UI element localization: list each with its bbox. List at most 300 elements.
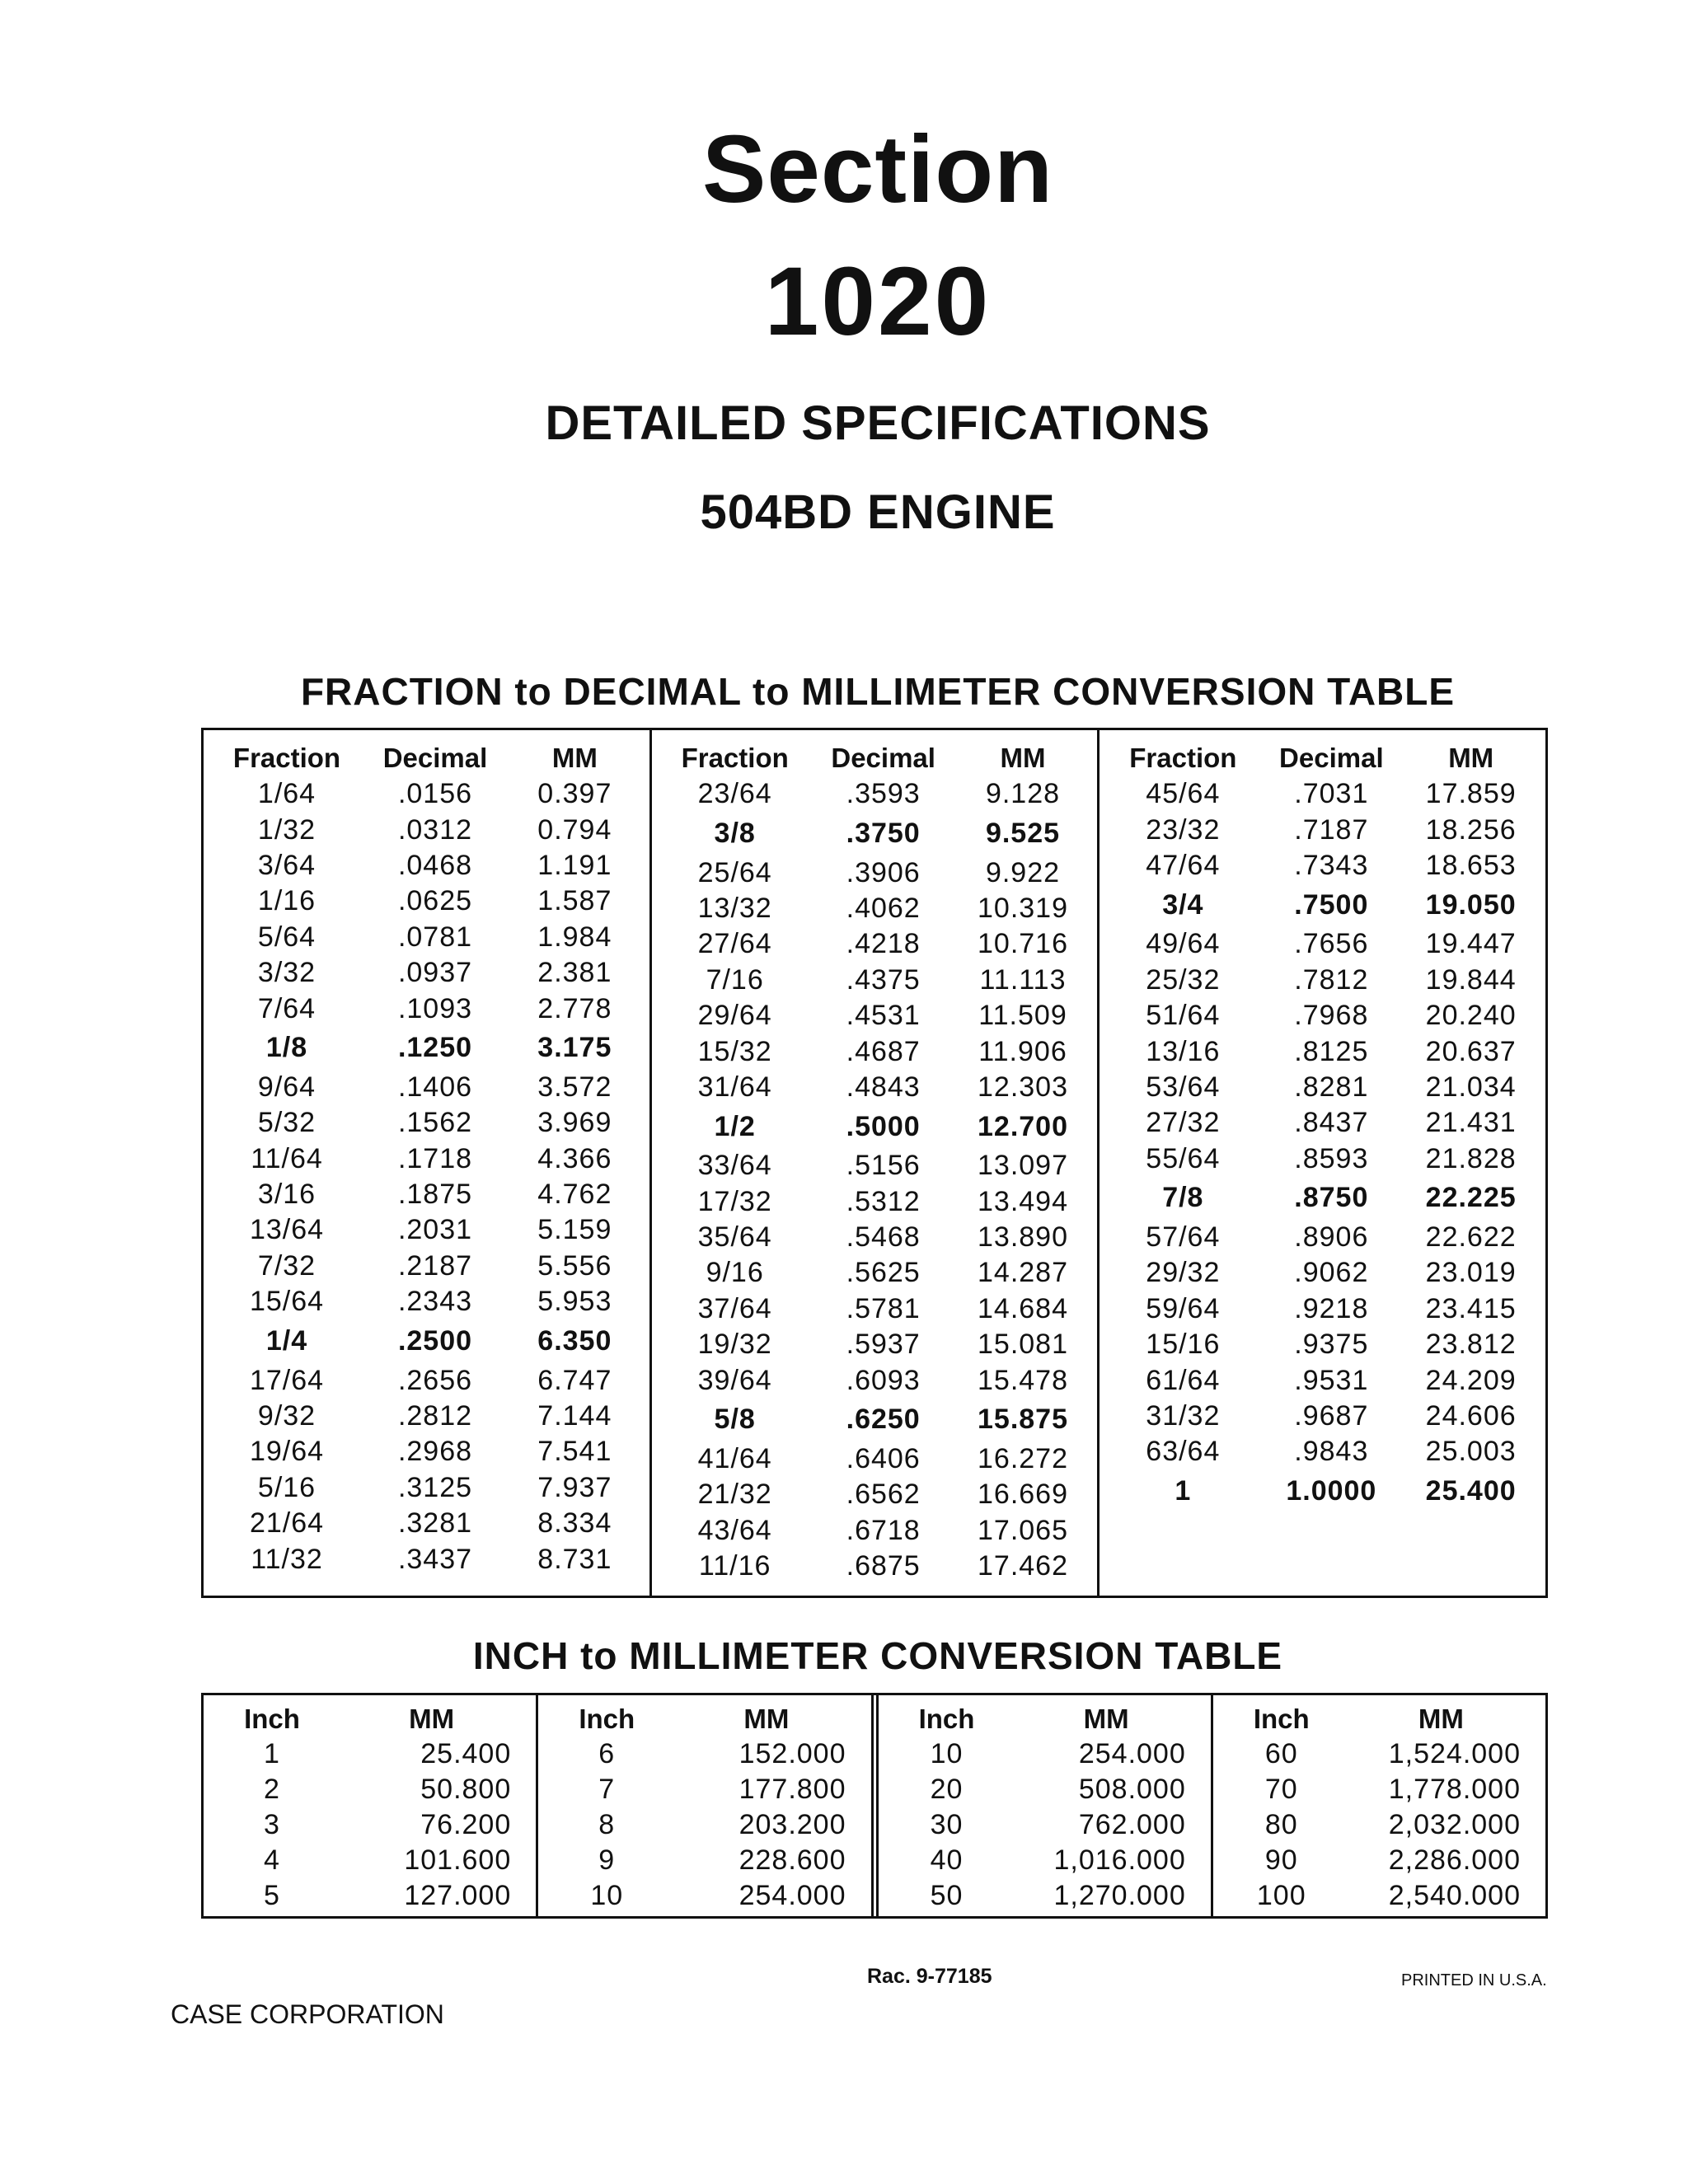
fraction-cell: 11/16 — [698, 1550, 771, 1582]
column-header: Decimal — [1279, 743, 1384, 773]
mm-cell: 21.431 — [1425, 1107, 1517, 1139]
mm-cell: 127.000 — [404, 1880, 512, 1911]
table-row — [657, 1220, 1093, 1255]
table-row — [657, 1477, 1093, 1512]
mm-cell: 0.397 — [537, 778, 612, 810]
inch-cell: 20 — [930, 1774, 964, 1805]
fraction-cell: 15/64 — [249, 1286, 325, 1318]
mm-cell: 203.200 — [738, 1809, 846, 1840]
table-row — [209, 1434, 645, 1469]
mm-cell: 0.794 — [537, 813, 612, 846]
decimal-cell: .1875 — [397, 1179, 473, 1211]
mm-cell: 21.034 — [1425, 1071, 1517, 1103]
fraction-cell: 3/4 — [1162, 888, 1204, 921]
table-row — [657, 855, 1093, 890]
inch-cell: 10 — [930, 1738, 964, 1769]
mm-cell: 9.922 — [985, 856, 1061, 888]
fraction-cell: 13/16 — [1146, 1035, 1221, 1067]
table-row — [209, 1177, 645, 1212]
printed-in-label: PRINTED IN U.S.A. — [1401, 1971, 1547, 1990]
decimal-cell: .2500 — [397, 1324, 473, 1357]
decimal-cell: .8125 — [1294, 1035, 1369, 1067]
decimal-cell: .7187 — [1294, 813, 1369, 846]
inch-cell: 1 — [264, 1738, 280, 1769]
mm-cell: 22.225 — [1425, 1182, 1517, 1214]
fraction-cell: 5/64 — [257, 921, 316, 953]
table-row — [1104, 1177, 1540, 1220]
table-row — [1104, 1327, 1540, 1362]
table-row — [209, 1399, 645, 1434]
decimal-cell: .1093 — [397, 992, 473, 1024]
fraction-cell: 13/32 — [697, 892, 772, 924]
mm-cell: 6.350 — [537, 1324, 612, 1357]
table-row — [657, 1033, 1093, 1069]
column-header: Inch — [1253, 1704, 1310, 1734]
decimal-cell: .5937 — [846, 1329, 921, 1361]
mm-cell: 254.000 — [1078, 1738, 1186, 1769]
decimal-cell: .7812 — [1294, 963, 1369, 996]
decimal-cell: .0468 — [397, 849, 473, 881]
table-row — [209, 1027, 645, 1070]
document-title: DETAILED SPECIFICATIONS — [545, 396, 1211, 450]
inch-cell: 30 — [930, 1809, 964, 1840]
column-header: Inch — [244, 1704, 300, 1734]
table-row — [209, 1212, 645, 1248]
fraction-cell: 19/32 — [697, 1329, 772, 1361]
table-row — [209, 1319, 645, 1362]
fraction-table-header-row — [209, 740, 645, 776]
table-row — [209, 848, 645, 883]
mm-cell: 254.000 — [738, 1880, 846, 1911]
column-header: MM — [743, 1704, 790, 1734]
decimal-cell: .2656 — [397, 1364, 473, 1396]
mm-cell: 9.525 — [985, 817, 1061, 849]
table-row — [1104, 1070, 1540, 1105]
decimal-cell: 1.0000 — [1286, 1475, 1377, 1507]
fraction-cell: 25/64 — [697, 856, 772, 888]
decimal-cell: .4375 — [846, 963, 921, 996]
decimal-cell: .2812 — [397, 1400, 473, 1432]
fraction-cell: 1/32 — [257, 813, 316, 846]
table-row — [1104, 1399, 1540, 1434]
mm-cell: 23.812 — [1425, 1329, 1517, 1361]
mm-cell: 1.587 — [537, 885, 612, 917]
table-row — [1220, 1807, 1539, 1843]
mm-cell: 21.828 — [1425, 1142, 1517, 1174]
inch-conversion-table — [201, 1693, 1548, 1919]
engine-title: 504BD ENGINE — [700, 485, 1056, 539]
table-row — [1104, 963, 1540, 998]
mm-cell: 11.906 — [978, 1035, 1067, 1067]
table-row — [657, 1549, 1093, 1584]
fraction-cell: 5/16 — [257, 1471, 316, 1503]
fraction-cell: 19/64 — [249, 1436, 325, 1468]
fraction-conversion-table — [201, 728, 1548, 1598]
decimal-cell: .2031 — [397, 1214, 473, 1246]
fraction-cell: 59/64 — [1146, 1292, 1221, 1324]
decimal-cell: .1562 — [397, 1107, 473, 1139]
column-header: MM — [1083, 1704, 1129, 1734]
mm-cell: 14.287 — [978, 1257, 1068, 1289]
decimal-cell: .1406 — [397, 1071, 473, 1103]
decimal-cell: .7031 — [1294, 778, 1369, 810]
table-row — [1104, 1362, 1540, 1398]
table-row — [1220, 1772, 1539, 1807]
fraction-cell: 39/64 — [697, 1364, 772, 1396]
mm-cell: 7.937 — [537, 1471, 612, 1503]
table-row — [545, 1772, 864, 1807]
inch-table-column — [1211, 1695, 1545, 1916]
mm-cell: 8.731 — [537, 1543, 612, 1575]
decimal-cell: .9531 — [1294, 1364, 1369, 1396]
fraction-table-header-row — [657, 740, 1093, 776]
fraction-cell: 51/64 — [1146, 1000, 1221, 1032]
decimal-cell: .3281 — [397, 1507, 473, 1540]
column-header: Fraction — [1129, 743, 1237, 773]
table-row — [210, 1843, 529, 1878]
mm-cell: 8.334 — [537, 1507, 612, 1540]
mm-cell: 18.256 — [1425, 813, 1517, 846]
table-row — [657, 1148, 1093, 1183]
table-row — [209, 776, 645, 812]
table-row — [885, 1736, 1204, 1772]
decimal-cell: .5156 — [846, 1150, 921, 1182]
mm-cell: 25.400 — [420, 1738, 512, 1769]
mm-cell: 10.716 — [978, 928, 1068, 960]
section-number: 1020 — [764, 247, 992, 356]
table-row — [885, 1772, 1204, 1807]
mm-cell: 16.669 — [978, 1479, 1068, 1511]
decimal-cell: .0781 — [397, 921, 473, 953]
mm-cell: 228.600 — [738, 1844, 846, 1876]
inch-table-header-row — [1220, 1702, 1539, 1736]
inch-table-column — [204, 1695, 536, 1916]
table-row — [1104, 1470, 1540, 1513]
table-row — [657, 1255, 1093, 1291]
table-row — [1104, 1105, 1540, 1141]
mm-cell: 762.000 — [1078, 1809, 1186, 1840]
fraction-cell: 49/64 — [1146, 928, 1221, 960]
fraction-cell: 1/64 — [257, 778, 316, 810]
inch-cell: 9 — [598, 1844, 616, 1876]
fraction-cell: 21/32 — [697, 1479, 772, 1511]
table-row — [209, 883, 645, 919]
fraction-cell: 23/32 — [1146, 813, 1221, 846]
table-row — [657, 776, 1093, 812]
fraction-cell: 7/8 — [1162, 1182, 1204, 1214]
inch-cell: 10 — [590, 1880, 624, 1911]
table-row — [1104, 998, 1540, 1033]
table-row — [209, 1070, 645, 1105]
inch-cell: 4 — [264, 1844, 280, 1876]
mm-cell: 9.128 — [985, 778, 1061, 810]
mm-cell: 24.209 — [1425, 1364, 1517, 1396]
mm-cell: 1,270.000 — [1053, 1880, 1186, 1911]
inch-table-header-row — [885, 1702, 1204, 1736]
fraction-cell: 13/64 — [249, 1214, 325, 1246]
table-row — [657, 998, 1093, 1033]
column-header: MM — [1418, 1704, 1464, 1734]
mm-cell: 17.859 — [1425, 778, 1517, 810]
fraction-cell: 21/64 — [249, 1507, 325, 1540]
decimal-cell: .5312 — [846, 1185, 921, 1217]
inch-cell: 80 — [1264, 1809, 1298, 1840]
decimal-cell: .4843 — [846, 1071, 921, 1103]
table-row — [657, 963, 1093, 998]
fraction-cell: 9/32 — [257, 1400, 316, 1432]
fraction-cell: 31/64 — [697, 1071, 772, 1103]
table-row — [1104, 848, 1540, 883]
table-row — [1220, 1736, 1539, 1772]
fraction-cell: 1/16 — [257, 885, 316, 917]
fraction-cell: 27/32 — [1146, 1107, 1221, 1139]
column-header: Fraction — [681, 743, 789, 773]
decimal-cell: .6250 — [846, 1404, 921, 1436]
decimal-cell: .7656 — [1294, 928, 1369, 960]
table-row — [657, 1184, 1093, 1220]
mm-cell: 152.000 — [738, 1738, 846, 1769]
fraction-cell: 31/32 — [1146, 1400, 1221, 1432]
decimal-cell: .9375 — [1294, 1329, 1369, 1361]
decimal-cell: .9843 — [1294, 1436, 1369, 1468]
decimal-cell: .5625 — [846, 1257, 921, 1289]
inch-table-column — [536, 1695, 870, 1916]
table-row — [657, 1399, 1093, 1441]
table-row — [1220, 1843, 1539, 1878]
table-row — [885, 1807, 1204, 1843]
table-row — [209, 812, 645, 847]
fraction-cell: 1/4 — [265, 1324, 308, 1357]
table-row — [657, 1105, 1093, 1148]
mm-cell: 15.875 — [978, 1404, 1068, 1436]
part-number: Rac. 9-77185 — [867, 1965, 992, 1988]
table-row — [545, 1736, 864, 1772]
fraction-cell: 53/64 — [1146, 1071, 1221, 1103]
mm-cell: 50.800 — [420, 1774, 512, 1805]
table-row — [210, 1772, 529, 1807]
table-row — [657, 1070, 1093, 1105]
mm-cell: 177.800 — [738, 1774, 846, 1805]
table-row — [209, 1284, 645, 1319]
decimal-cell: .0937 — [397, 957, 473, 989]
mm-cell: 2,032.000 — [1388, 1809, 1521, 1840]
table-row — [657, 1291, 1093, 1327]
mm-cell: 25.400 — [1425, 1475, 1517, 1507]
inch-cell: 60 — [1264, 1738, 1298, 1769]
table-row — [657, 812, 1093, 855]
column-header: Inch — [918, 1704, 975, 1734]
table-row — [657, 1513, 1093, 1549]
mm-cell: 12.303 — [978, 1071, 1068, 1103]
decimal-cell: .3593 — [846, 778, 921, 810]
mm-cell: 11.113 — [979, 963, 1067, 996]
mm-cell: 24.606 — [1425, 1400, 1517, 1432]
column-header: Inch — [579, 1704, 635, 1734]
fraction-cell: 5/8 — [714, 1404, 756, 1436]
fraction-cell: 9/16 — [706, 1257, 764, 1289]
table-row — [209, 955, 645, 991]
mm-cell: 2,540.000 — [1388, 1880, 1521, 1911]
inch-cell: 2 — [264, 1774, 280, 1805]
column-header: Fraction — [232, 743, 341, 773]
mm-cell: 1,524.000 — [1388, 1738, 1521, 1769]
decimal-cell: .4218 — [846, 928, 921, 960]
fraction-table-heading: FRACTION to DECIMAL to MILLIMETER CONVERSION TABLE — [300, 670, 1456, 713]
inch-cell: 6 — [598, 1738, 616, 1769]
table-row — [545, 1843, 864, 1878]
fraction-cell: 5/32 — [257, 1107, 316, 1139]
column-header: MM — [1448, 743, 1494, 773]
mm-cell: 15.478 — [978, 1364, 1068, 1396]
column-header: MM — [409, 1704, 455, 1734]
table-row — [885, 1843, 1204, 1878]
decimal-cell: .0625 — [397, 885, 473, 917]
mm-cell: 12.700 — [978, 1110, 1068, 1142]
mm-cell: 11.509 — [978, 1000, 1067, 1032]
mm-cell: 7.541 — [537, 1436, 612, 1468]
mm-cell: 18.653 — [1425, 849, 1517, 881]
decimal-cell: .3906 — [846, 856, 921, 888]
decimal-cell: .7343 — [1294, 849, 1369, 881]
decimal-cell: .7500 — [1294, 888, 1369, 921]
fraction-cell: 15/32 — [697, 1035, 772, 1067]
fraction-cell: 11/64 — [251, 1142, 323, 1174]
table-row — [1104, 1220, 1540, 1255]
table-row — [209, 1470, 645, 1506]
fraction-cell: 55/64 — [1146, 1142, 1221, 1174]
decimal-cell: .8750 — [1294, 1182, 1369, 1214]
table-row — [209, 991, 645, 1026]
table-row — [209, 1141, 645, 1177]
mm-cell: 20.637 — [1425, 1035, 1517, 1067]
mm-cell: 3.572 — [537, 1071, 612, 1103]
section-label: Section — [702, 115, 1053, 223]
fraction-cell: 35/64 — [697, 1221, 772, 1254]
fraction-cell: 61/64 — [1146, 1364, 1221, 1396]
fraction-table-column — [649, 730, 1098, 1596]
mm-cell: 1.984 — [537, 921, 612, 953]
table-row — [657, 1327, 1093, 1362]
mm-cell: 19.050 — [1425, 888, 1517, 921]
decimal-cell: .6406 — [846, 1443, 921, 1475]
table-row — [1104, 1291, 1540, 1327]
table-row — [209, 1506, 645, 1541]
fraction-cell: 29/32 — [1146, 1257, 1221, 1289]
table-row — [545, 1878, 864, 1914]
fraction-cell: 1/8 — [265, 1032, 308, 1064]
fraction-cell: 7/64 — [257, 992, 316, 1024]
table-row — [1220, 1878, 1539, 1914]
mm-cell: 2,286.000 — [1388, 1844, 1521, 1876]
mm-cell: 13.890 — [978, 1221, 1068, 1254]
table-row — [657, 1362, 1093, 1398]
inch-cell: 8 — [598, 1809, 616, 1840]
mm-cell: 13.097 — [978, 1150, 1068, 1182]
decimal-cell: .2968 — [397, 1436, 473, 1468]
inch-table-column — [871, 1695, 1211, 1916]
mm-cell: 14.684 — [978, 1292, 1068, 1324]
table-row — [1104, 1033, 1540, 1069]
table-row — [209, 920, 645, 955]
decimal-cell: .1718 — [397, 1142, 473, 1174]
fraction-cell: 17/32 — [697, 1185, 772, 1217]
inch-table-header-row — [210, 1702, 529, 1736]
fraction-cell: 43/64 — [697, 1514, 772, 1546]
column-header: MM — [551, 743, 598, 773]
mm-cell: 4.762 — [537, 1179, 612, 1211]
decimal-cell: .6875 — [846, 1550, 921, 1582]
decimal-cell: .3437 — [397, 1543, 473, 1575]
table-row — [545, 1807, 864, 1843]
inch-cell: 5 — [264, 1880, 280, 1911]
mm-cell: 13.494 — [978, 1185, 1068, 1217]
table-row — [657, 891, 1093, 926]
table-row — [1104, 1141, 1540, 1177]
decimal-cell: .4531 — [846, 1000, 921, 1032]
mm-cell: 23.019 — [1425, 1257, 1517, 1289]
table-row — [210, 1736, 529, 1772]
fraction-cell: 1 — [1175, 1475, 1192, 1507]
fraction-cell: 23/64 — [697, 778, 772, 810]
inch-cell: 40 — [930, 1844, 964, 1876]
mm-cell: 16.272 — [978, 1443, 1068, 1475]
mm-cell: 7.144 — [537, 1400, 612, 1432]
fraction-cell: 17/64 — [249, 1364, 325, 1396]
fraction-cell: 27/64 — [697, 928, 772, 960]
inch-cell: 3 — [264, 1809, 280, 1840]
mm-cell: 3.969 — [537, 1107, 612, 1139]
column-header: Decimal — [831, 743, 935, 773]
mm-cell: 20.240 — [1425, 1000, 1517, 1032]
column-header: Decimal — [382, 743, 488, 773]
inch-table-header-row — [545, 1702, 864, 1736]
inch-table-heading: INCH to MILLIMETER CONVERSION TABLE — [472, 1634, 1283, 1677]
fraction-cell: 37/64 — [697, 1292, 772, 1324]
decimal-cell: .3125 — [397, 1471, 473, 1503]
fraction-cell: 57/64 — [1146, 1221, 1221, 1254]
fraction-cell: 63/64 — [1146, 1436, 1221, 1468]
mm-cell: 1,778.000 — [1388, 1774, 1521, 1805]
inch-cell: 70 — [1264, 1774, 1298, 1805]
mm-cell: 4.366 — [537, 1142, 612, 1174]
mm-cell: 19.844 — [1425, 963, 1517, 996]
mm-cell: 22.622 — [1425, 1221, 1517, 1254]
inch-cell: 7 — [598, 1774, 616, 1805]
table-row — [210, 1807, 529, 1843]
fraction-cell: 7/32 — [257, 1249, 316, 1282]
decimal-cell: .6562 — [846, 1479, 921, 1511]
fraction-cell: 15/16 — [1146, 1329, 1221, 1361]
mm-cell: 17.462 — [978, 1550, 1068, 1582]
fraction-cell: 47/64 — [1146, 849, 1221, 881]
mm-cell: 2.381 — [537, 957, 612, 989]
table-row — [657, 1441, 1093, 1477]
table-row — [1104, 883, 1540, 926]
mm-cell: 1,016.000 — [1053, 1844, 1186, 1876]
fraction-cell: 3/32 — [257, 957, 316, 989]
fraction-cell: 45/64 — [1146, 778, 1221, 810]
table-row — [209, 1362, 645, 1398]
fraction-cell: 11/32 — [251, 1543, 323, 1575]
mm-cell: 5.953 — [537, 1286, 612, 1318]
decimal-cell: .0312 — [397, 813, 473, 846]
decimal-cell: .5781 — [846, 1292, 921, 1324]
mm-cell: 2.778 — [537, 992, 612, 1024]
fraction-cell: 29/64 — [697, 1000, 772, 1032]
fraction-cell: 3/64 — [257, 849, 316, 881]
table-row — [210, 1878, 529, 1914]
mm-cell: 1.191 — [537, 849, 612, 881]
